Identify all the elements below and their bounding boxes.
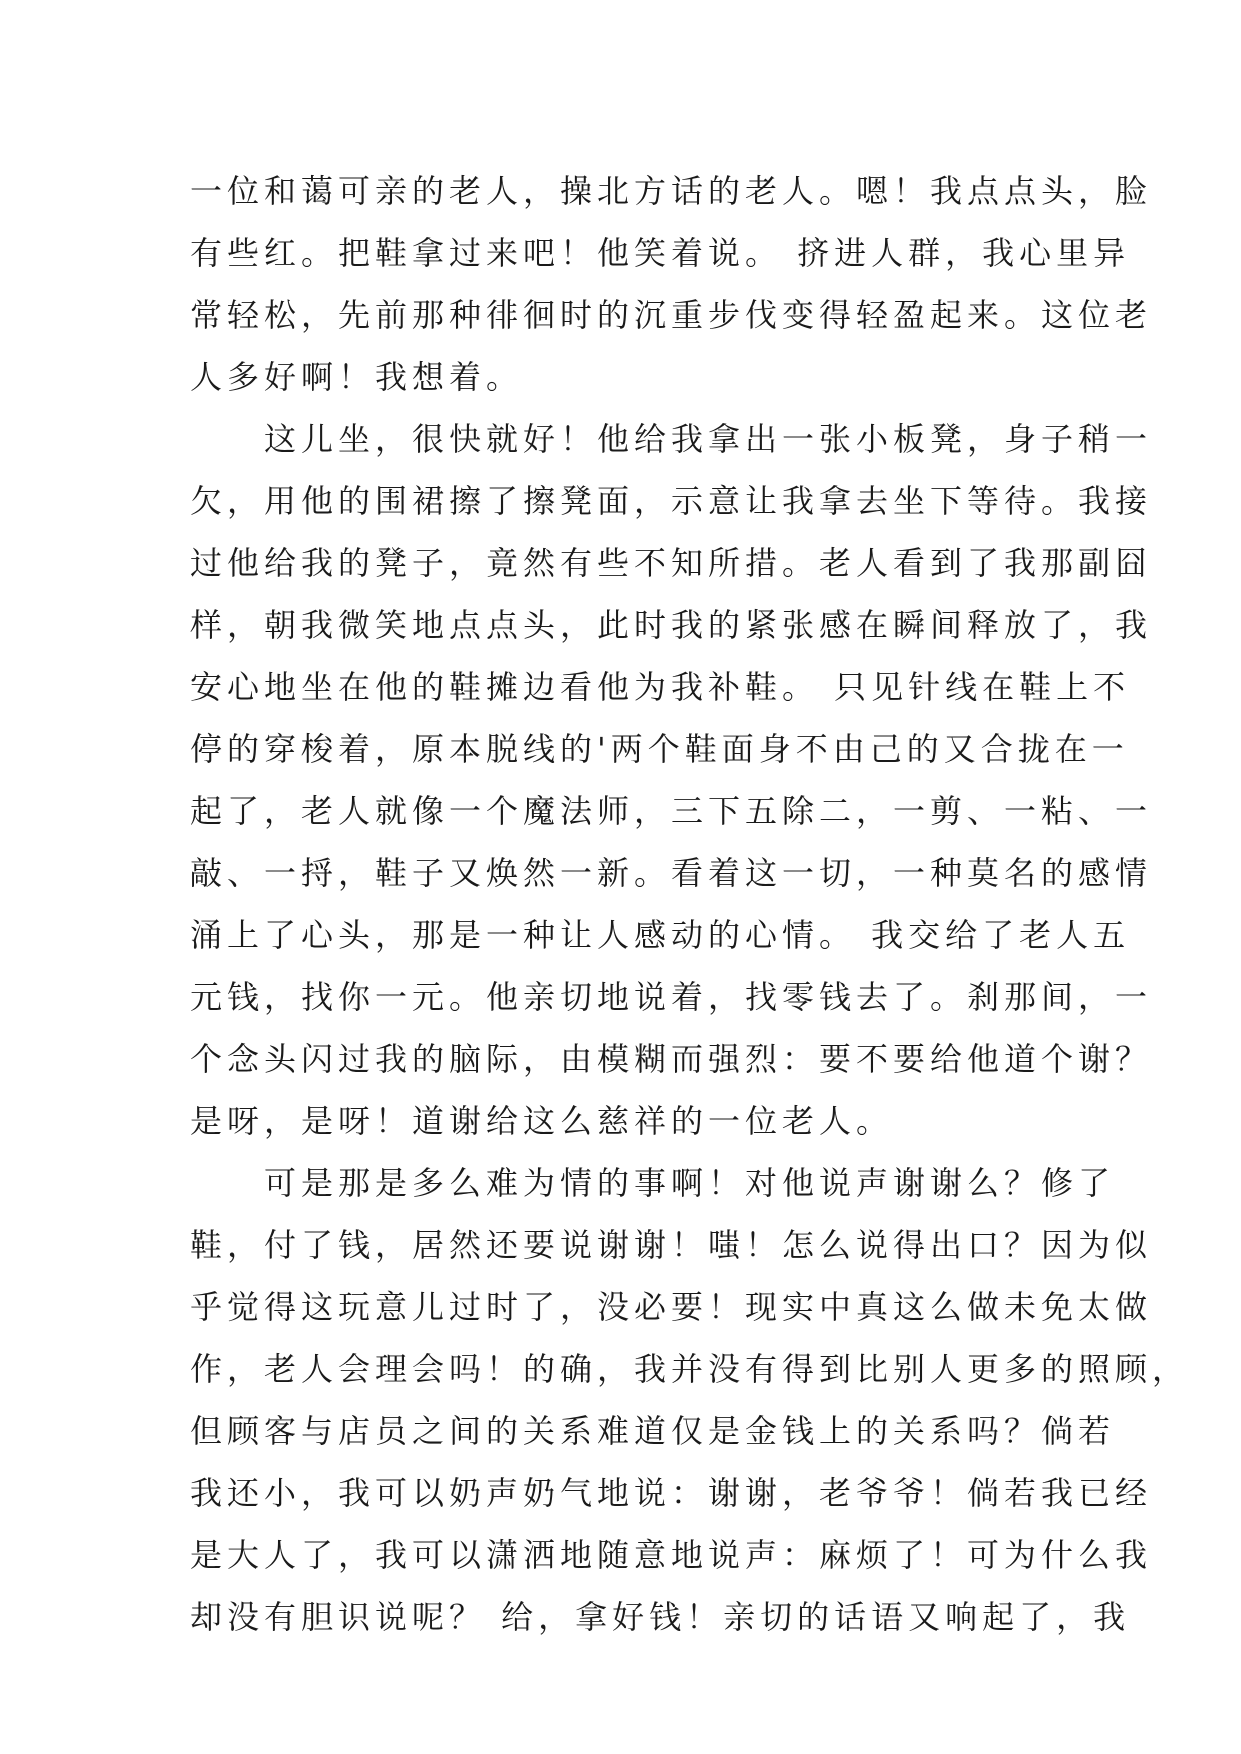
- text-line: 起了，老人就像一个魔法师，三下五除二，一剪、一粘、一: [190, 792, 1153, 830]
- text-line: 常轻松，先前那种徘徊时的沉重步伐变得轻盈起来。这位老: [190, 296, 1153, 334]
- text-line: 敲、一捋，鞋子又焕然一新。看着这一切，一种莫名的感情: [190, 854, 1153, 892]
- text-line: 涌上了心头，那是一种让人感动的心情。 我交给了老人五: [190, 916, 1131, 954]
- text-line: 个念头闪过我的脑际，由模糊而强烈：要不要给他道个谢？: [190, 1040, 1153, 1078]
- text-line: 欠，用他的围裙擦了擦凳面，示意让我拿去坐下等待。我接: [190, 482, 1153, 520]
- text-line: 人多好啊！我想着。: [190, 358, 524, 396]
- text-line: 一位和蔼可亲的老人，操北方话的老人。嗯！我点点头，脸: [190, 172, 1153, 210]
- text-line: 有些红。把鞋拿过来吧！他笑着说。 挤进人群，我心里异: [190, 234, 1131, 272]
- body-text: [190, 160, 1190, 1648]
- text-line: 这儿坐，很快就好！他给我拿出一张小板凳，身子稍一: [190, 420, 1153, 458]
- text-line: 过他给我的凳子，竟然有些不知所措。老人看到了我那副囧: [190, 544, 1153, 582]
- text-line: 我还小，我可以奶声奶气地说：谢谢，老爷爷！倘若我已经: [190, 1474, 1153, 1512]
- text-line: 停的穿梭着，原本脱线的'两个鞋面身不由己的又合拢在一: [190, 730, 1129, 768]
- text-line: 鞋，付了钱，居然还要说谢谢！嗤！怎么说得出口？因为似: [190, 1226, 1153, 1264]
- text-line: 但顾客与店员之间的关系难道仅是金钱上的关系吗？倘若: [190, 1412, 1116, 1450]
- text-line: 作，老人会理会吗！的确，我并没有得到比别人更多的照顾，: [190, 1350, 1190, 1388]
- text-line: 是呀，是呀！道谢给这么慈祥的一位老人。: [190, 1102, 894, 1140]
- text-line: 是大人了，我可以潇洒地随意地说声：麻烦了！可为什么我: [190, 1536, 1153, 1574]
- text-line: 元钱，找你一元。他亲切地说着，找零钱去了。刹那间，一: [190, 978, 1153, 1016]
- text-line: 样，朝我微笑地点点头，此时我的紧张感在瞬间释放了，我: [190, 606, 1153, 644]
- text-line: 却没有胆识说呢？ 给，拿好钱！亲切的话语又响起了，我: [190, 1598, 1131, 1636]
- text-line: 乎觉得这玩意儿过时了，没必要！现实中真这么做未免太做: [190, 1288, 1153, 1326]
- text-line: 可是那是多么难为情的事啊！对他说声谢谢么？修了: [190, 1164, 1116, 1202]
- text-line: 安心地坐在他的鞋摊边看他为我补鞋。 只见针线在鞋上不: [190, 668, 1131, 706]
